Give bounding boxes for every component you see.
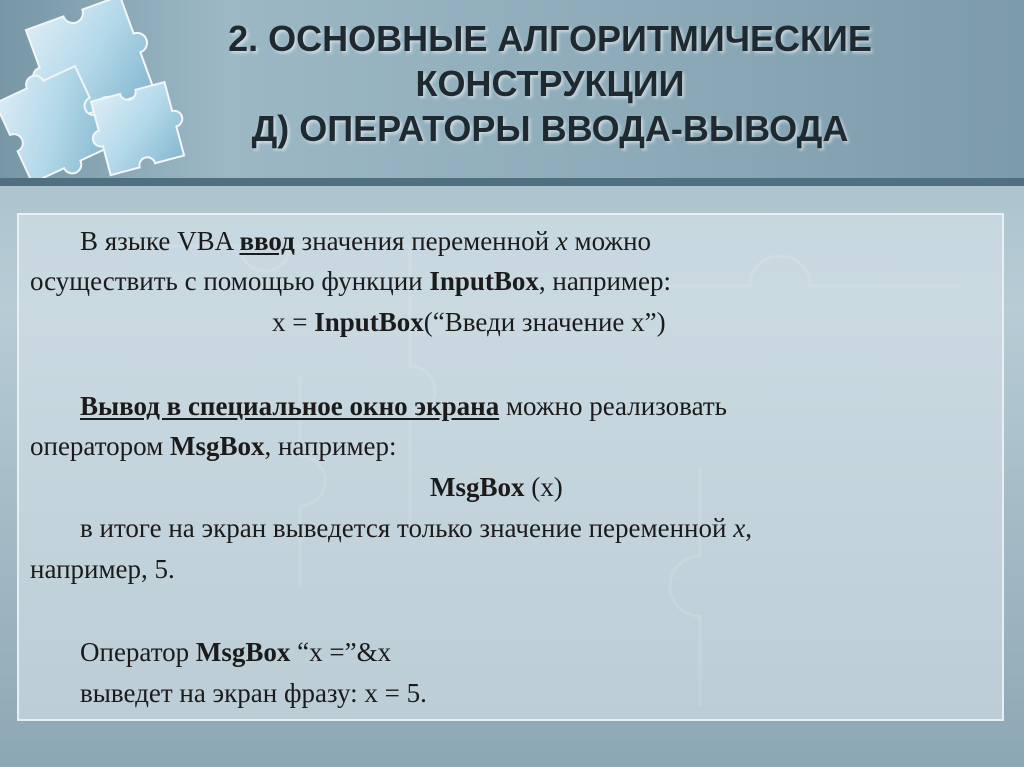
keyword-inputbox: InputBox (429, 266, 539, 296)
text: , например: (538, 266, 671, 296)
text: осуществить с помощью функции (30, 266, 430, 296)
variable: x (555, 226, 568, 256)
header-banner (0, 0, 1024, 178)
text-line (80, 391, 727, 422)
keyword-msgbox: MsgBox (430, 472, 525, 502)
text-line: выведет на экран фразу: x = 5. (80, 678, 427, 708)
text: (x) (524, 472, 563, 502)
text: значения переменной (294, 226, 556, 256)
text-line (30, 431, 397, 462)
text: в итоге на экран выведется только значение переменной (80, 513, 734, 543)
text-line (80, 513, 752, 544)
text-line (30, 266, 671, 297)
text: , (745, 513, 752, 543)
code-example (430, 472, 563, 503)
text-line: например, 5. (30, 554, 175, 584)
text: “x =”&x (290, 637, 392, 667)
text: оператором (30, 431, 170, 461)
text: можно (567, 226, 652, 256)
text: , например: (264, 431, 397, 461)
text: Оператор (80, 637, 196, 667)
title-line-2: КОНСТРУКЦИИ (415, 63, 685, 104)
keyword-inputbox: InputBox (314, 307, 424, 337)
keyword-input: ввод (239, 226, 295, 256)
page-title (150, 16, 950, 151)
keyword-msgbox: MsgBox (169, 431, 265, 461)
text: x = (272, 307, 315, 337)
header-divider (0, 178, 1024, 186)
title-line-1: 2. ОСНОВНЫЕ АЛГОРИТМИЧЕСКИЕ (228, 18, 872, 59)
title-line-3: Д) ОПЕРАТОРЫ ВВОДА-ВЫВОДА (251, 108, 849, 149)
variable: x (733, 513, 746, 543)
text-line (80, 226, 651, 257)
text: (“Введи значение x”) (423, 307, 666, 337)
text: можно реализовать (499, 391, 727, 421)
code-example (272, 307, 666, 338)
text: В языке VBA (80, 226, 240, 256)
text-line (80, 637, 391, 668)
keyword-output: Вывод в специальное окно экрана (80, 391, 500, 421)
keyword-msgbox: MsgBox (195, 637, 291, 667)
